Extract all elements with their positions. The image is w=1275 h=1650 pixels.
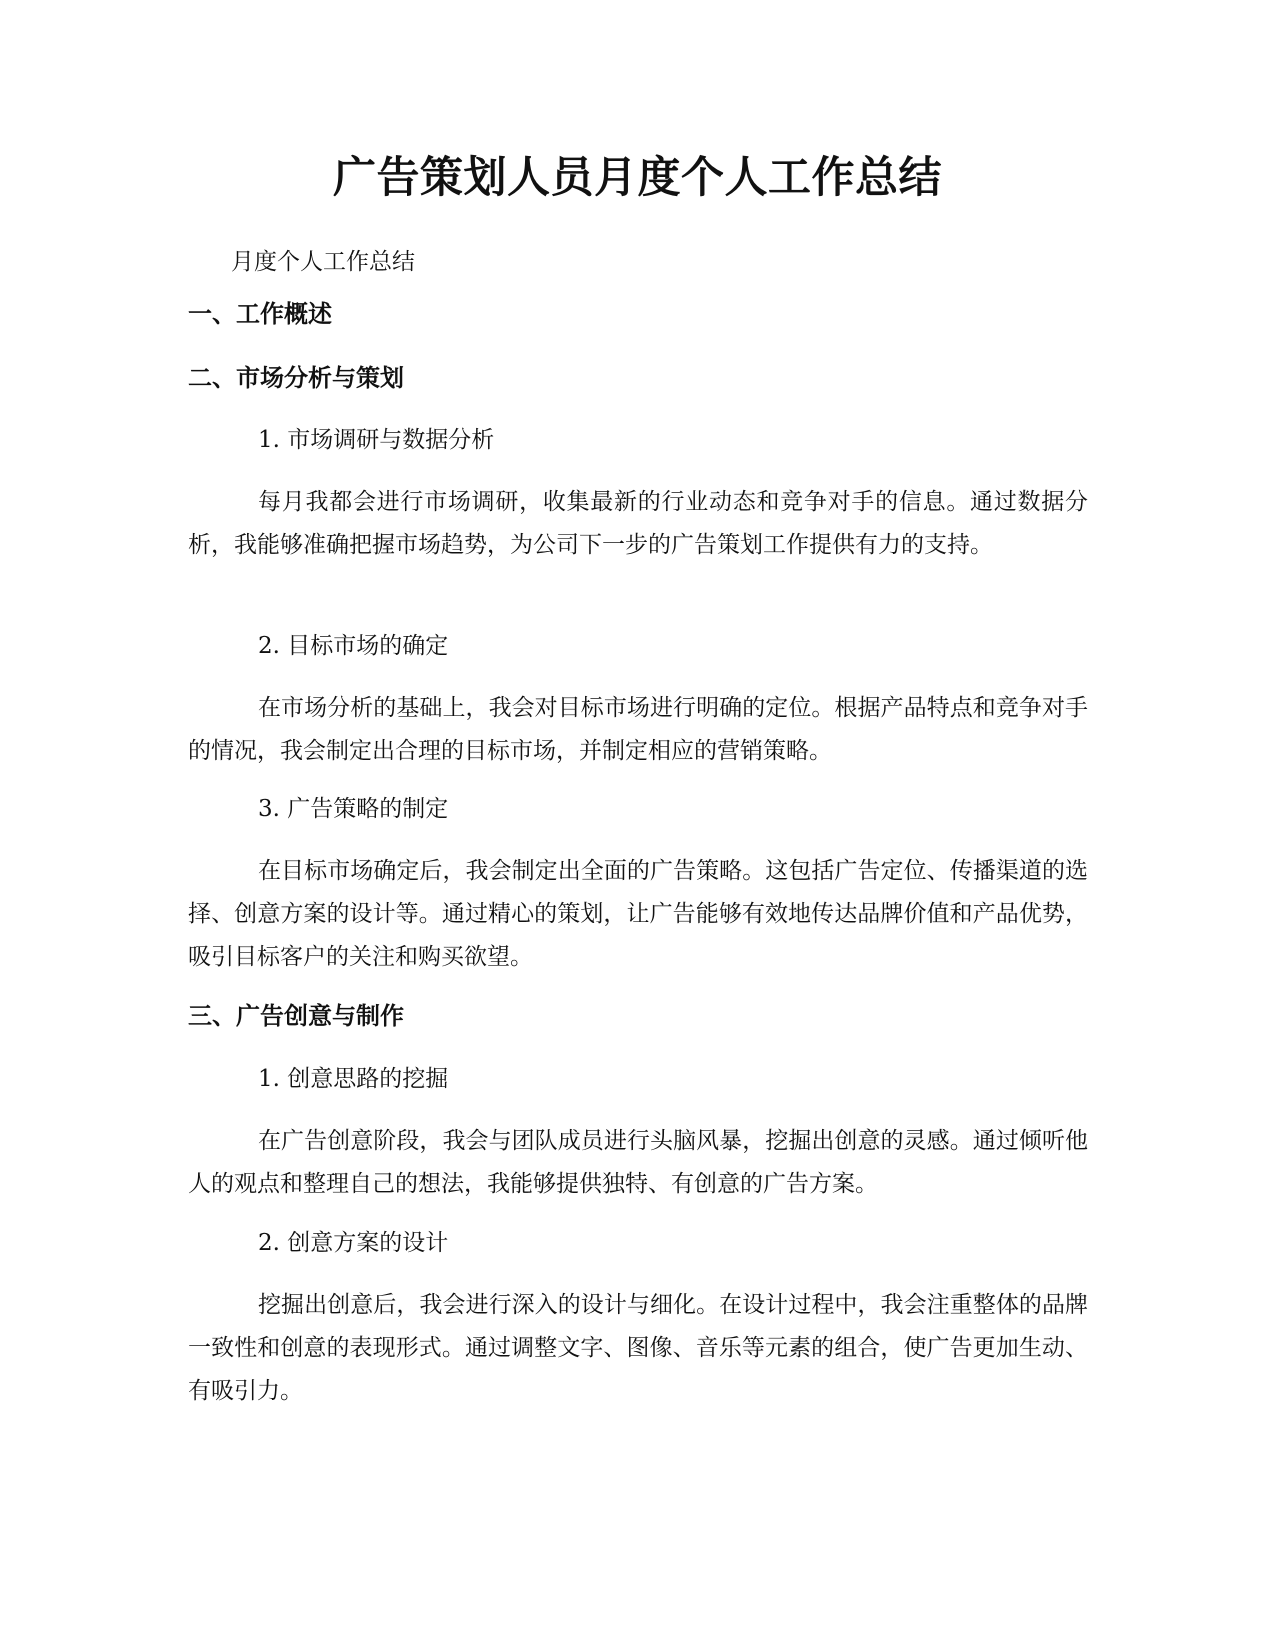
- paragraph-ad-strategy: 在目标市场确定后，我会制定出全面的广告策略。这包括广告定位、传播渠道的选择、创意方案的设计等。通过精心的策划，让广告能够有效地传达品牌价值和产品优势，吸引目标客户的关注和购买欲望。: [188, 858, 1088, 970]
- document-title: 广告策划人员月度个人工作总结: [333, 153, 942, 203]
- section-heading-market-analysis: 二、市场分析与策划: [188, 364, 404, 392]
- section-heading-overview: 一、工作概述: [188, 300, 332, 328]
- subheading-target-market: 2. 目标市场的确定: [258, 633, 449, 659]
- paragraph-creative-design: 挖掘出创意后，我会进行深入的设计与细化。在设计过程中，我会注重整体的品牌一致性和创意的表现形式。通过调整文字、图像、音乐等元素的组合，使广告更加生动、有吸引力。: [188, 1292, 1088, 1404]
- paragraph-target-market: 在市场分析的基础上，我会对目标市场进行明确的定位。根据产品特点和竞争对手的情况，我会制定出合理的目标市场，并制定相应的营销策略。: [188, 695, 1088, 764]
- subheading-market-research: 1. 市场调研与数据分析: [258, 427, 495, 453]
- document-subtitle: 月度个人工作总结: [231, 249, 415, 275]
- section-heading-creative: 三、广告创意与制作: [188, 1002, 404, 1030]
- subheading-creative-design: 2. 创意方案的设计: [258, 1230, 449, 1256]
- paragraph-market-research: 每月我都会进行市场调研，收集最新的行业动态和竞争对手的信息。通过数据分析，我能够准确把握市场趋势，为公司下一步的广告策划工作提供有力的支持。: [188, 489, 1088, 558]
- subheading-creative-ideas: 1. 创意思路的挖掘: [258, 1066, 449, 1092]
- paragraph-creative-ideas: 在广告创意阶段，我会与团队成员进行头脑风暴，挖掘出创意的灵感。通过倾听他人的观点和整理自己的想法，我能够提供独特、有创意的广告方案。: [188, 1128, 1088, 1197]
- subheading-ad-strategy: 3. 广告策略的制定: [258, 796, 449, 822]
